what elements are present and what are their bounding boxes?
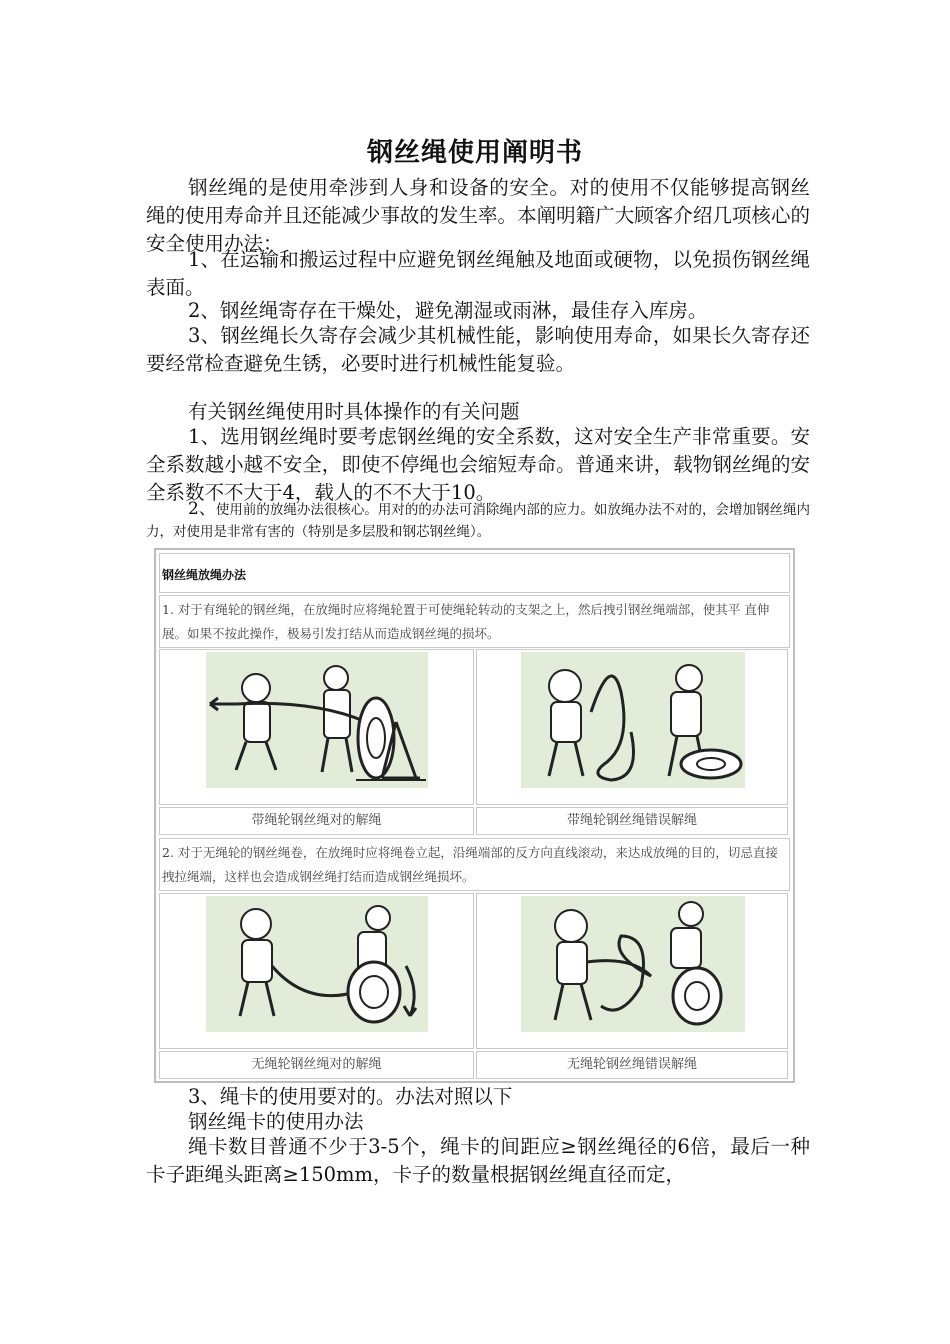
body-paragraph: 绳卡数目普通不少于3-5个，绳卡的间距应≥钢丝绳径的6倍，最后一种卡子距绳头距离≥150mm，卡子的数量根据钢丝绳直径而定， (146, 1135, 810, 1186)
intro-paragraph: 钢丝绳的是使用牵涉到人身和设备的安全。对的使用不仅能够提高钢丝绳的使用寿命并且还能减少事故的发生率。本阐明籍广大顾客介绍几项核心的安全使用办法： (146, 176, 810, 255)
table-header: 钢丝绳放绳办法 (159, 553, 790, 593)
method-2-text: 2. 对于无绳轮的钢丝绳卷，在放绳时应将绳卷立起，沿绳端部的反方向直线滚动，来达成放绳的目的，切忌直接拽拉绳端，这样也会造成钢丝绳打结而造成钢丝绳损坏。 (159, 838, 790, 891)
reel-wrong-svg (521, 652, 745, 788)
list-item: 3、绳卡的使用要对的。办法对照以下 (188, 1085, 513, 1108)
coil-correct-svg (206, 896, 428, 1032)
reel-correct-illustration (206, 652, 428, 788)
coil-correct-illustration (206, 896, 428, 1032)
list-item: 3、钢丝绳长久寄存会减少其机械性能，影响使用寿命，如果长久寄存还要经常检查避免生锈，必要时进行机械性能复验。 (146, 324, 810, 375)
document-title: 钢丝绳使用阐明书 (366, 138, 583, 168)
list-item-number: 2、 (188, 499, 216, 519)
caption: 无绳轮钢丝绳对的解绳 (159, 1051, 474, 1079)
caption: 无绳轮钢丝绳错误解绳 (476, 1051, 788, 1079)
list-item (146, 498, 810, 543)
section-heading: 钢丝绳卡的使用办法 (188, 1110, 364, 1133)
list-item: 2、钢丝绳寄存在干燥处，避免潮湿或雨淋，最佳存入库房。 (188, 299, 708, 322)
caption: 带绳轮钢丝绳错误解绳 (476, 807, 788, 835)
reel-wrong-illustration (521, 652, 745, 788)
list-item: 1、在运输和搬运过程中应避免钢丝绳触及地面或硬物，以免损伤钢丝绳表面。 (146, 248, 810, 299)
reel-correct-svg (206, 652, 428, 788)
coil-wrong-svg (521, 896, 745, 1032)
coil-wrong-illustration (521, 896, 745, 1032)
image-cell (476, 893, 788, 1049)
image-cell (159, 893, 474, 1049)
image-cell (159, 649, 474, 805)
caption: 带绳轮钢丝绳对的解绳 (159, 807, 474, 835)
list-item-text: 使用前的放绳办法很核心。用对的的办法可消除绳内部的应力。如放绳办法不对的，会增加钢丝绳内力，对使用是非常有害的（特别是多层股和钢芯钢丝绳）。 (146, 502, 810, 540)
list-item: 1、选用钢丝绳时要考虑钢丝绳的安全系数，这对安全生产非常重要。安全系数越小越不安全，即使不停绳也会缩短寿命。普通来讲，载物钢丝绳的安全系数不不大于4，载人的不不大于10。 (146, 425, 810, 504)
rope-release-table (154, 548, 795, 1083)
method-1-text: 1. 对于有绳轮的钢丝绳，在放绳时应将绳轮置于可使绳轮转动的支架之上，然后拽引钢丝绳端部，使其平 直伸展。如果不按此操作，极易引发打结从而造成钢丝绳的损坏。 (159, 595, 790, 648)
image-cell (476, 649, 788, 805)
section-heading: 有关钢丝绳使用时具体操作的有关问题 (188, 400, 520, 423)
